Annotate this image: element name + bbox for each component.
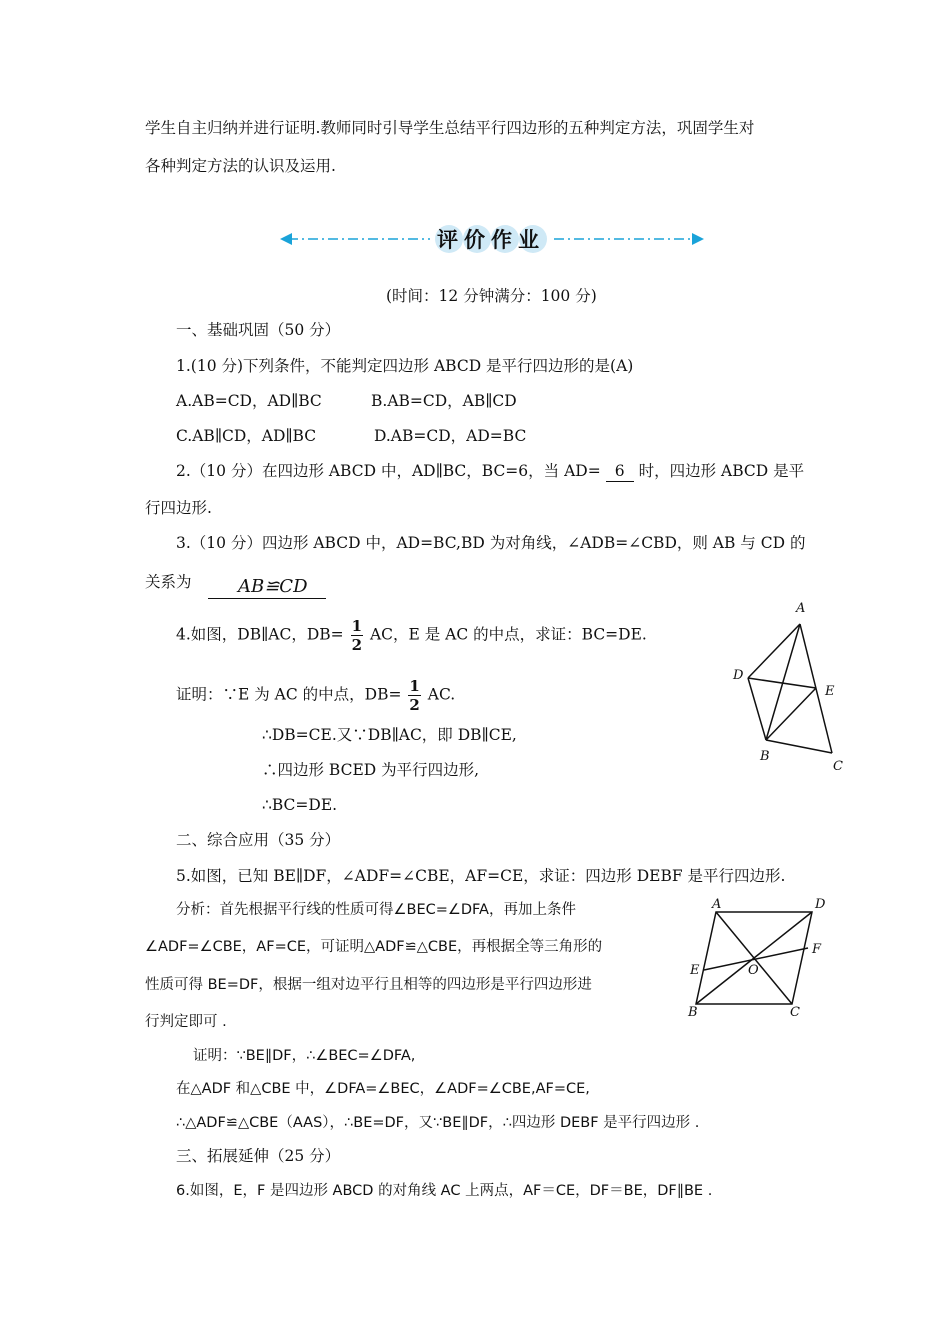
intro-line-2: 各种判定方法的认识及运用.: [145, 157, 336, 175]
q4-fraction: [351, 617, 363, 654]
q5-proof-2: 在△ADF 和△CBE 中，∠DFA=∠BEC，∠ADF=∠CBE,AF=CE,: [176, 1081, 590, 1097]
q5-analysis-4: 行判定即可 .: [145, 1014, 227, 1030]
q3-line-2: 关系为: [145, 573, 192, 591]
q1-stem: 1.(10 分)下列条件，不能判定四边形 ABCD 是平行四边形的是(A): [176, 357, 634, 375]
label-a: A: [712, 897, 722, 912]
q6-stem: 6.如图，E，F 是四边形 ABCD 的对角线 AC 上两点，AF＝CE，DF＝BE，DF∥BE .: [176, 1183, 713, 1199]
section-heading-3: 三、拓展延伸（25 分）: [176, 1147, 341, 1165]
q5-proof-3: ∴△ADF≌△CBE（AAS），∴BE=DF，又∵BE∥DF，∴四边形 DEBF 是平行四边形 .: [176, 1115, 700, 1131]
q1-option-d: D.AB=CD，AD=BC: [374, 427, 527, 445]
label-e: E: [825, 684, 835, 699]
q4-step-3: ∴BC=DE.: [262, 796, 338, 814]
q4-proof-fraction: [408, 677, 420, 714]
q5-stem: 5.如图，已知 BE∥DF，∠ADF=∠CBE，AF=CE，求证：四边形 DEBF 是平行四边形.: [176, 867, 786, 885]
q4-stem: [176, 617, 647, 654]
fraction-denominator: 2: [351, 636, 362, 654]
fraction-denominator: 2: [409, 696, 420, 714]
q1-option-b: B.AB=CD，AB∥CD: [371, 392, 517, 410]
section-heading-1: 一、基础巩固（50 分）: [176, 321, 341, 339]
label-d: D: [733, 668, 744, 683]
q4-step-2: ∴四边形 BCED 为平行四边形,: [262, 761, 480, 779]
section-banner: [280, 222, 704, 256]
label-d: D: [815, 897, 826, 912]
banner-title: 评价作业: [437, 228, 545, 252]
q3-answer: AB≌CD: [238, 576, 308, 597]
segment-bc: [766, 740, 832, 753]
q5-figure: [684, 894, 834, 1024]
label-b: B: [688, 1005, 698, 1020]
label-c: C: [833, 759, 843, 774]
q1-option-a: A.AB=CD，AD∥BC: [176, 392, 322, 410]
q5-analysis-3: 性质可得 BE=DF，根据一组对边平行且相等的四边形是平行四边形进: [145, 977, 592, 993]
label-e: E: [690, 963, 700, 978]
q1-option-c: C.AB∥CD，AD∥BC: [176, 427, 317, 445]
q4-stem-b: AC，E 是 AC 的中点，求证：BC=DE.: [369, 625, 647, 644]
q4-proof-b: AC.: [427, 685, 456, 704]
q4-proof-line: [176, 677, 455, 714]
label-f: F: [812, 942, 822, 957]
label-a: A: [796, 601, 806, 616]
label-b: B: [760, 749, 770, 764]
q2-part-1: 2.（10 分）在四边形 ABCD 中，AD∥BC，BC=6，当 AD=: [176, 462, 601, 480]
intro-line-1: 学生自主归纳并进行证明.教师同时引导学生总结平行四边形的五种判定方法，巩固学生对: [145, 119, 755, 137]
q4-figure: [728, 598, 848, 778]
q4-proof-a: 证明：∵E 为 AC 的中点，DB=: [176, 685, 402, 704]
q5-analysis-2: ∠ADF=∠CBE，AF=CE，可证明△ADF≌△CBE，再根据全等三角形的: [145, 939, 603, 955]
q4-stem-a: 4.如图，DB∥AC，DB=: [176, 625, 344, 644]
time-note: (时间：12 分钟满分：100 分): [386, 287, 597, 305]
q3-line-1: 3.（10 分）四边形 ABCD 中，AD=BC,BD 为对角线，∠ADB=∠CBD，则 AB 与 CD 的: [176, 534, 806, 552]
fraction-numerator: 1: [351, 617, 362, 635]
fraction-numerator: 1: [409, 677, 420, 695]
q2-part-2: 时，四边形 ABCD 是平: [638, 462, 805, 480]
q4-step-1: ∴DB=CE.又∵DB∥AC，即 DB∥CE,: [262, 726, 517, 744]
label-o: O: [748, 963, 759, 978]
segment-db: [748, 678, 766, 740]
q5-analysis-1: 分析：首先根据平行线的性质可得∠BEC=∠DFA，再加上条件: [176, 902, 576, 918]
q2-line-2: 行四边形.: [145, 499, 212, 517]
section-heading-2: 二、综合应用（35 分）: [176, 831, 341, 849]
q2-answer-blank: 6: [606, 461, 634, 482]
label-c: C: [790, 1005, 800, 1020]
q5-proof-1: 证明：∵BE∥DF，∴∠BEC=∠DFA,: [193, 1048, 416, 1064]
q2-line-1: [176, 461, 804, 482]
